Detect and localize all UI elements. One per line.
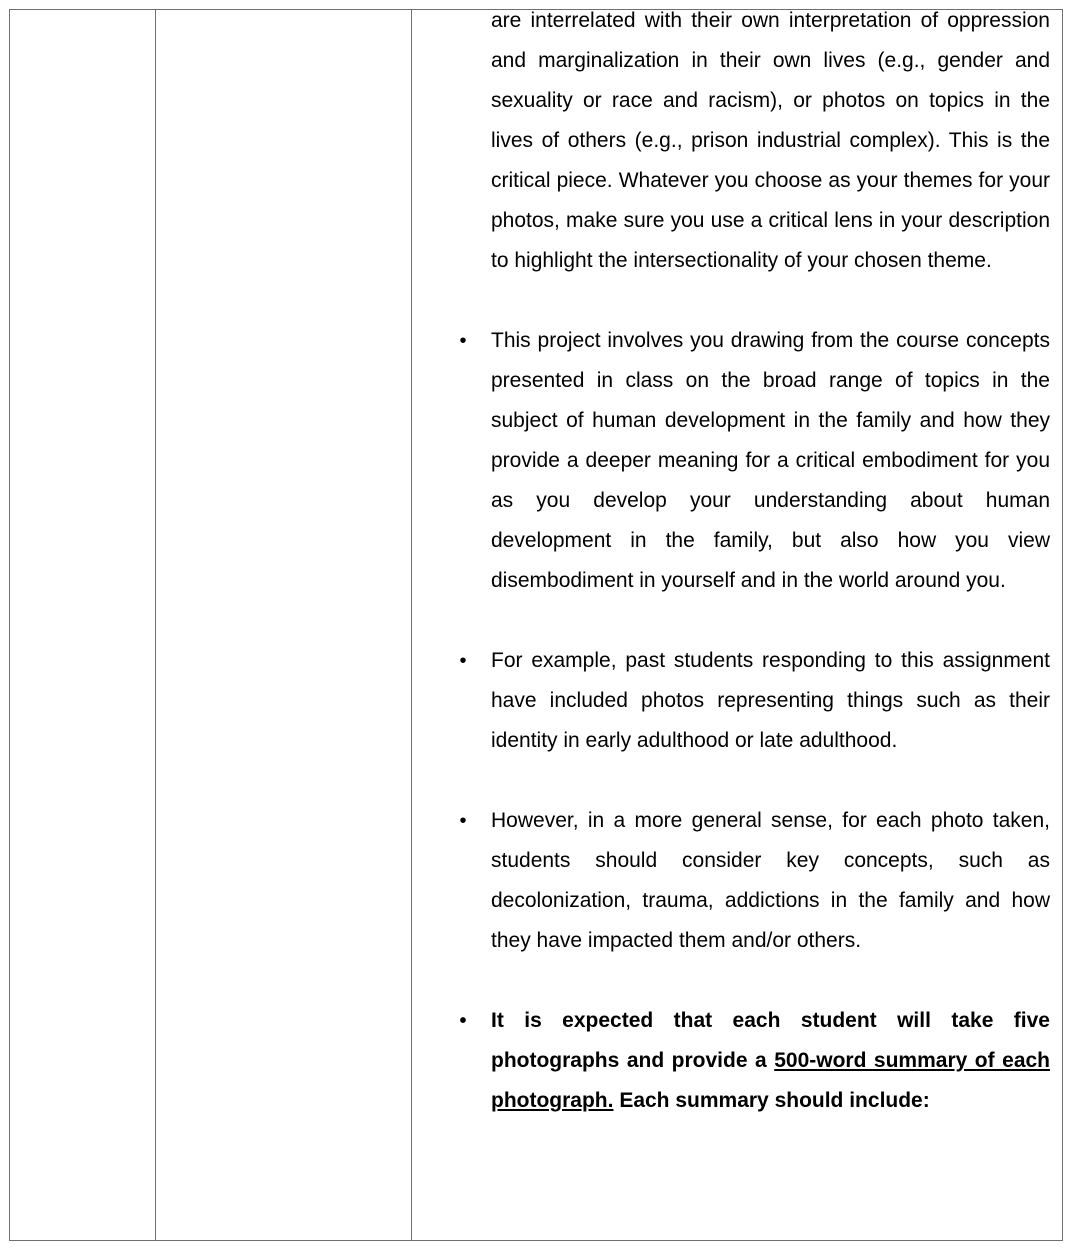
- bullet-text: For example, past students responding to this assignment have included photos representing things such as their identity in early adulthood or late adulthood.: [491, 649, 1050, 752]
- table-cell-empty-1: [9, 9, 155, 1241]
- bullet-item-bold: [459, 1001, 1050, 1121]
- bullet-text: It is expected that each student will take five photographs and provide a: [491, 1009, 1050, 1072]
- bullet-item: [459, 321, 1050, 601]
- bullet-text: This project involves you drawing from the course concepts presented in class on the broad range of topics in the subject of human development in the family and how they provide a deeper meaning for a critical embodiment for you as you develop your understanding about human development in the family, but also how you view disembodiment in yourself and in the world around you.: [491, 329, 1050, 592]
- underlined-text: 500-word summary of each photograph.: [491, 1049, 1050, 1112]
- table-cell-empty-2: [156, 9, 411, 1241]
- bullet-icon: •: [459, 330, 467, 352]
- bullet-text-end: Each summary should include:: [613, 1089, 930, 1112]
- bullet-text: However, in a more general sense, for each photo taken, students should consider key concepts, such as decolonization, trauma, addictions in the family and how they have impacted them and/or others.: [491, 809, 1050, 952]
- bullet-item: [459, 641, 1050, 761]
- spacer: [491, 761, 1050, 801]
- continued-paragraph: are interrelated with their own interpretation of oppression and marginalization in their own lives (e.g., gender and sexuality or race and racism), or photos on topics in the lives of others (e.g., prison industrial complex). This is the critical piece. Whatever you choose as your themes for your photos, make sure you use a critical lens in your description to highlight the intersectionality of your chosen theme.: [491, 9, 1050, 272]
- table-cell-content: [412, 9, 1062, 1241]
- bullet-icon: •: [459, 1010, 467, 1032]
- spacer: [491, 961, 1050, 1001]
- bullet-item: [459, 801, 1050, 961]
- spacer: [491, 601, 1050, 641]
- spacer: [491, 281, 1050, 321]
- table-border-right: [1062, 9, 1063, 1241]
- bullet-icon: •: [459, 650, 467, 672]
- cell-text: [459, 9, 1050, 1121]
- bullet-icon: •: [459, 810, 467, 832]
